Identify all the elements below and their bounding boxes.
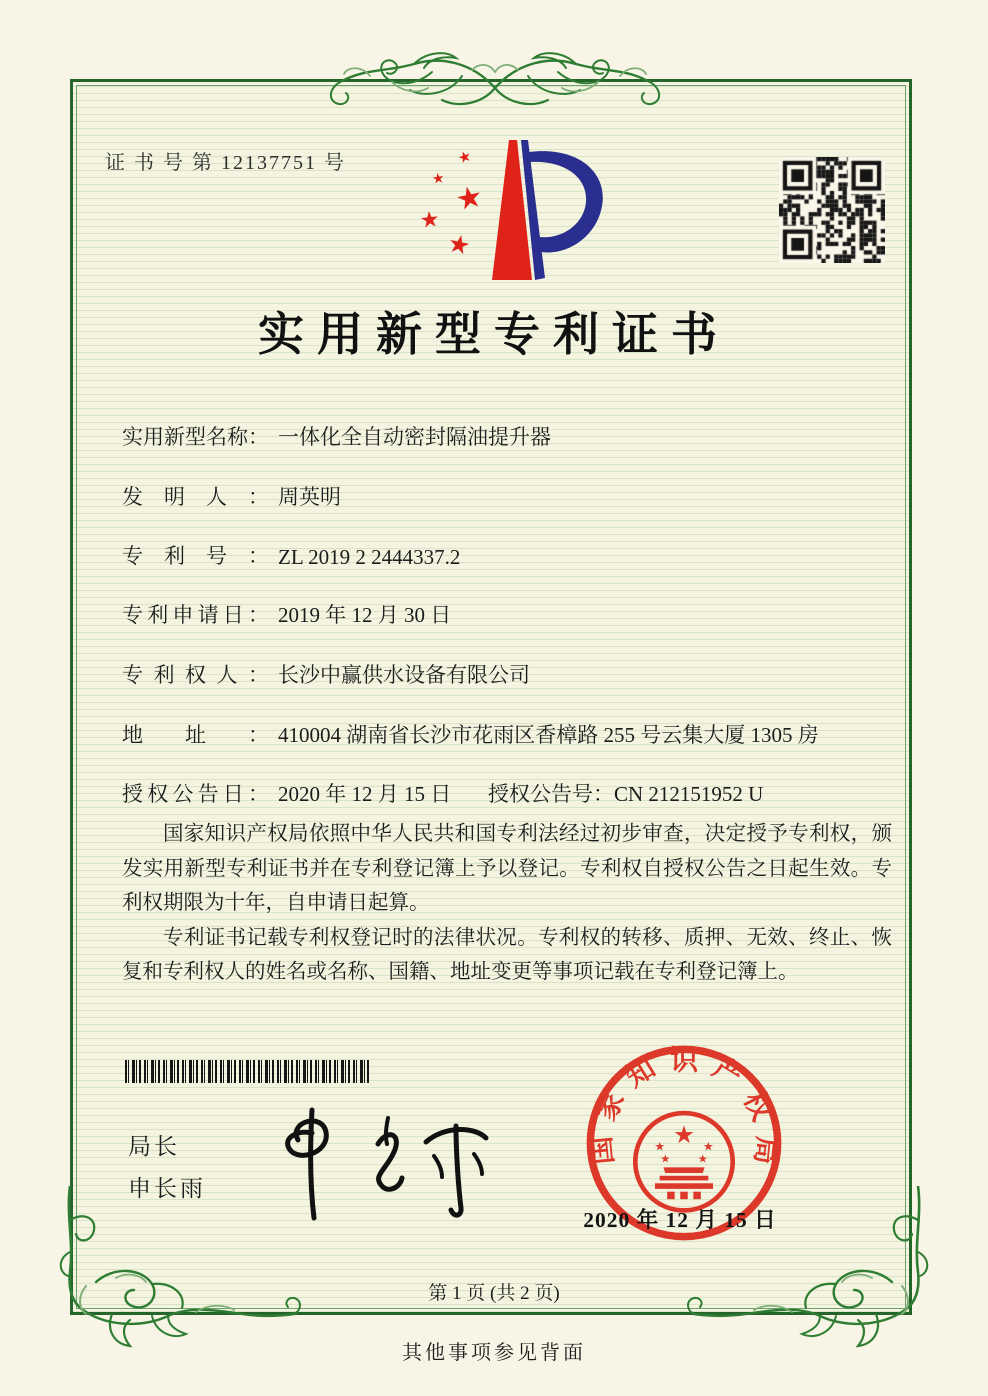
field-row-patent-no — [122, 540, 460, 570]
certificate-title: 实用新型专利证书 — [258, 309, 730, 360]
back-note: 其他事项参见背面 — [402, 1342, 586, 1364]
svg-text:★: ★ — [654, 1139, 666, 1154]
certificate-number: 证 书 号 第 12137751 号 — [105, 152, 346, 174]
field-label: 实用新型名称： — [122, 425, 269, 449]
field-row-inventor — [122, 481, 341, 511]
field-value: 周英明 — [278, 485, 341, 509]
cnipa-logo — [408, 128, 626, 286]
field-row-filing-date — [122, 599, 451, 629]
field-label: 地址： — [122, 723, 269, 747]
svg-text:★: ★ — [673, 1120, 695, 1149]
field-label: 授权公告日： — [122, 782, 269, 806]
field-label: 授权公告号： — [488, 782, 614, 806]
svg-text:★: ★ — [660, 1152, 671, 1166]
logo-star-icon: ★ — [455, 146, 474, 168]
commissioner-signature — [258, 1100, 518, 1225]
field-row-name — [122, 421, 551, 451]
logo-star-icon: ★ — [452, 178, 487, 219]
qr-code — [779, 157, 885, 263]
field-value: 一体化全自动密封隔油提升器 — [278, 425, 551, 449]
field-label: 专利申请日： — [122, 603, 269, 627]
legal-paragraph-1: 国家知识产权局依照中华人民共和国专利法经过初步审查，决定授予专利权，颁发实用新型专利证书并在专利登记簿上予以登记。专利权自授权公告之日起生效。专利权期限为十年，自申请日起算。 — [122, 823, 892, 914]
seal-ring-text: 国家知识产权局 — [586, 1045, 782, 1166]
legal-paragraph-2: 专利证书记载专利权登记时的法律状况。专利权的转移、质押、无效、终止、恢复和专利权人的姓名或名称、国籍、地址变更等事项记载在专利登记簿上。 — [122, 926, 892, 983]
page-indicator: 第 1 页 (共 2 页) — [428, 1283, 560, 1304]
svg-text:★: ★ — [702, 1139, 714, 1154]
logo-star-icon: ★ — [430, 170, 446, 188]
national-emblem-icon — [635, 1113, 732, 1210]
field-value: CN 212151952 U — [614, 782, 764, 806]
logo-star-icon: ★ — [445, 227, 474, 262]
field-value: 2020 年 12 月 15 日 — [278, 782, 452, 806]
field-grant-number — [488, 778, 763, 808]
logo-p-mark — [408, 128, 626, 286]
field-value: 长沙中赢供水设备有限公司 — [278, 663, 530, 687]
svg-text:★: ★ — [697, 1152, 708, 1166]
commissioner-title: 局长 — [128, 1134, 180, 1159]
field-label: 专利号： — [122, 544, 269, 568]
field-label: 专利权人： — [122, 663, 269, 687]
field-row-patentee — [122, 659, 530, 689]
legal-text — [122, 817, 892, 990]
field-value: 2019 年 12 月 30 日 — [278, 603, 452, 627]
seal-date: 2020 年 12 月 15 日 — [583, 1208, 777, 1232]
commissioner-name: 申长雨 — [128, 1176, 206, 1201]
field-row-address — [122, 719, 819, 749]
logo-star-icon: ★ — [418, 207, 441, 234]
barcode — [125, 1060, 371, 1083]
field-label: 发明人： — [122, 485, 269, 509]
field-value: 410004 湖南省长沙市花雨区香樟路 255 号云集大厦 1305 房 — [278, 723, 819, 747]
field-row-grant-date — [122, 778, 764, 808]
field-value: ZL 2019 2 2444337.2 — [278, 545, 461, 569]
